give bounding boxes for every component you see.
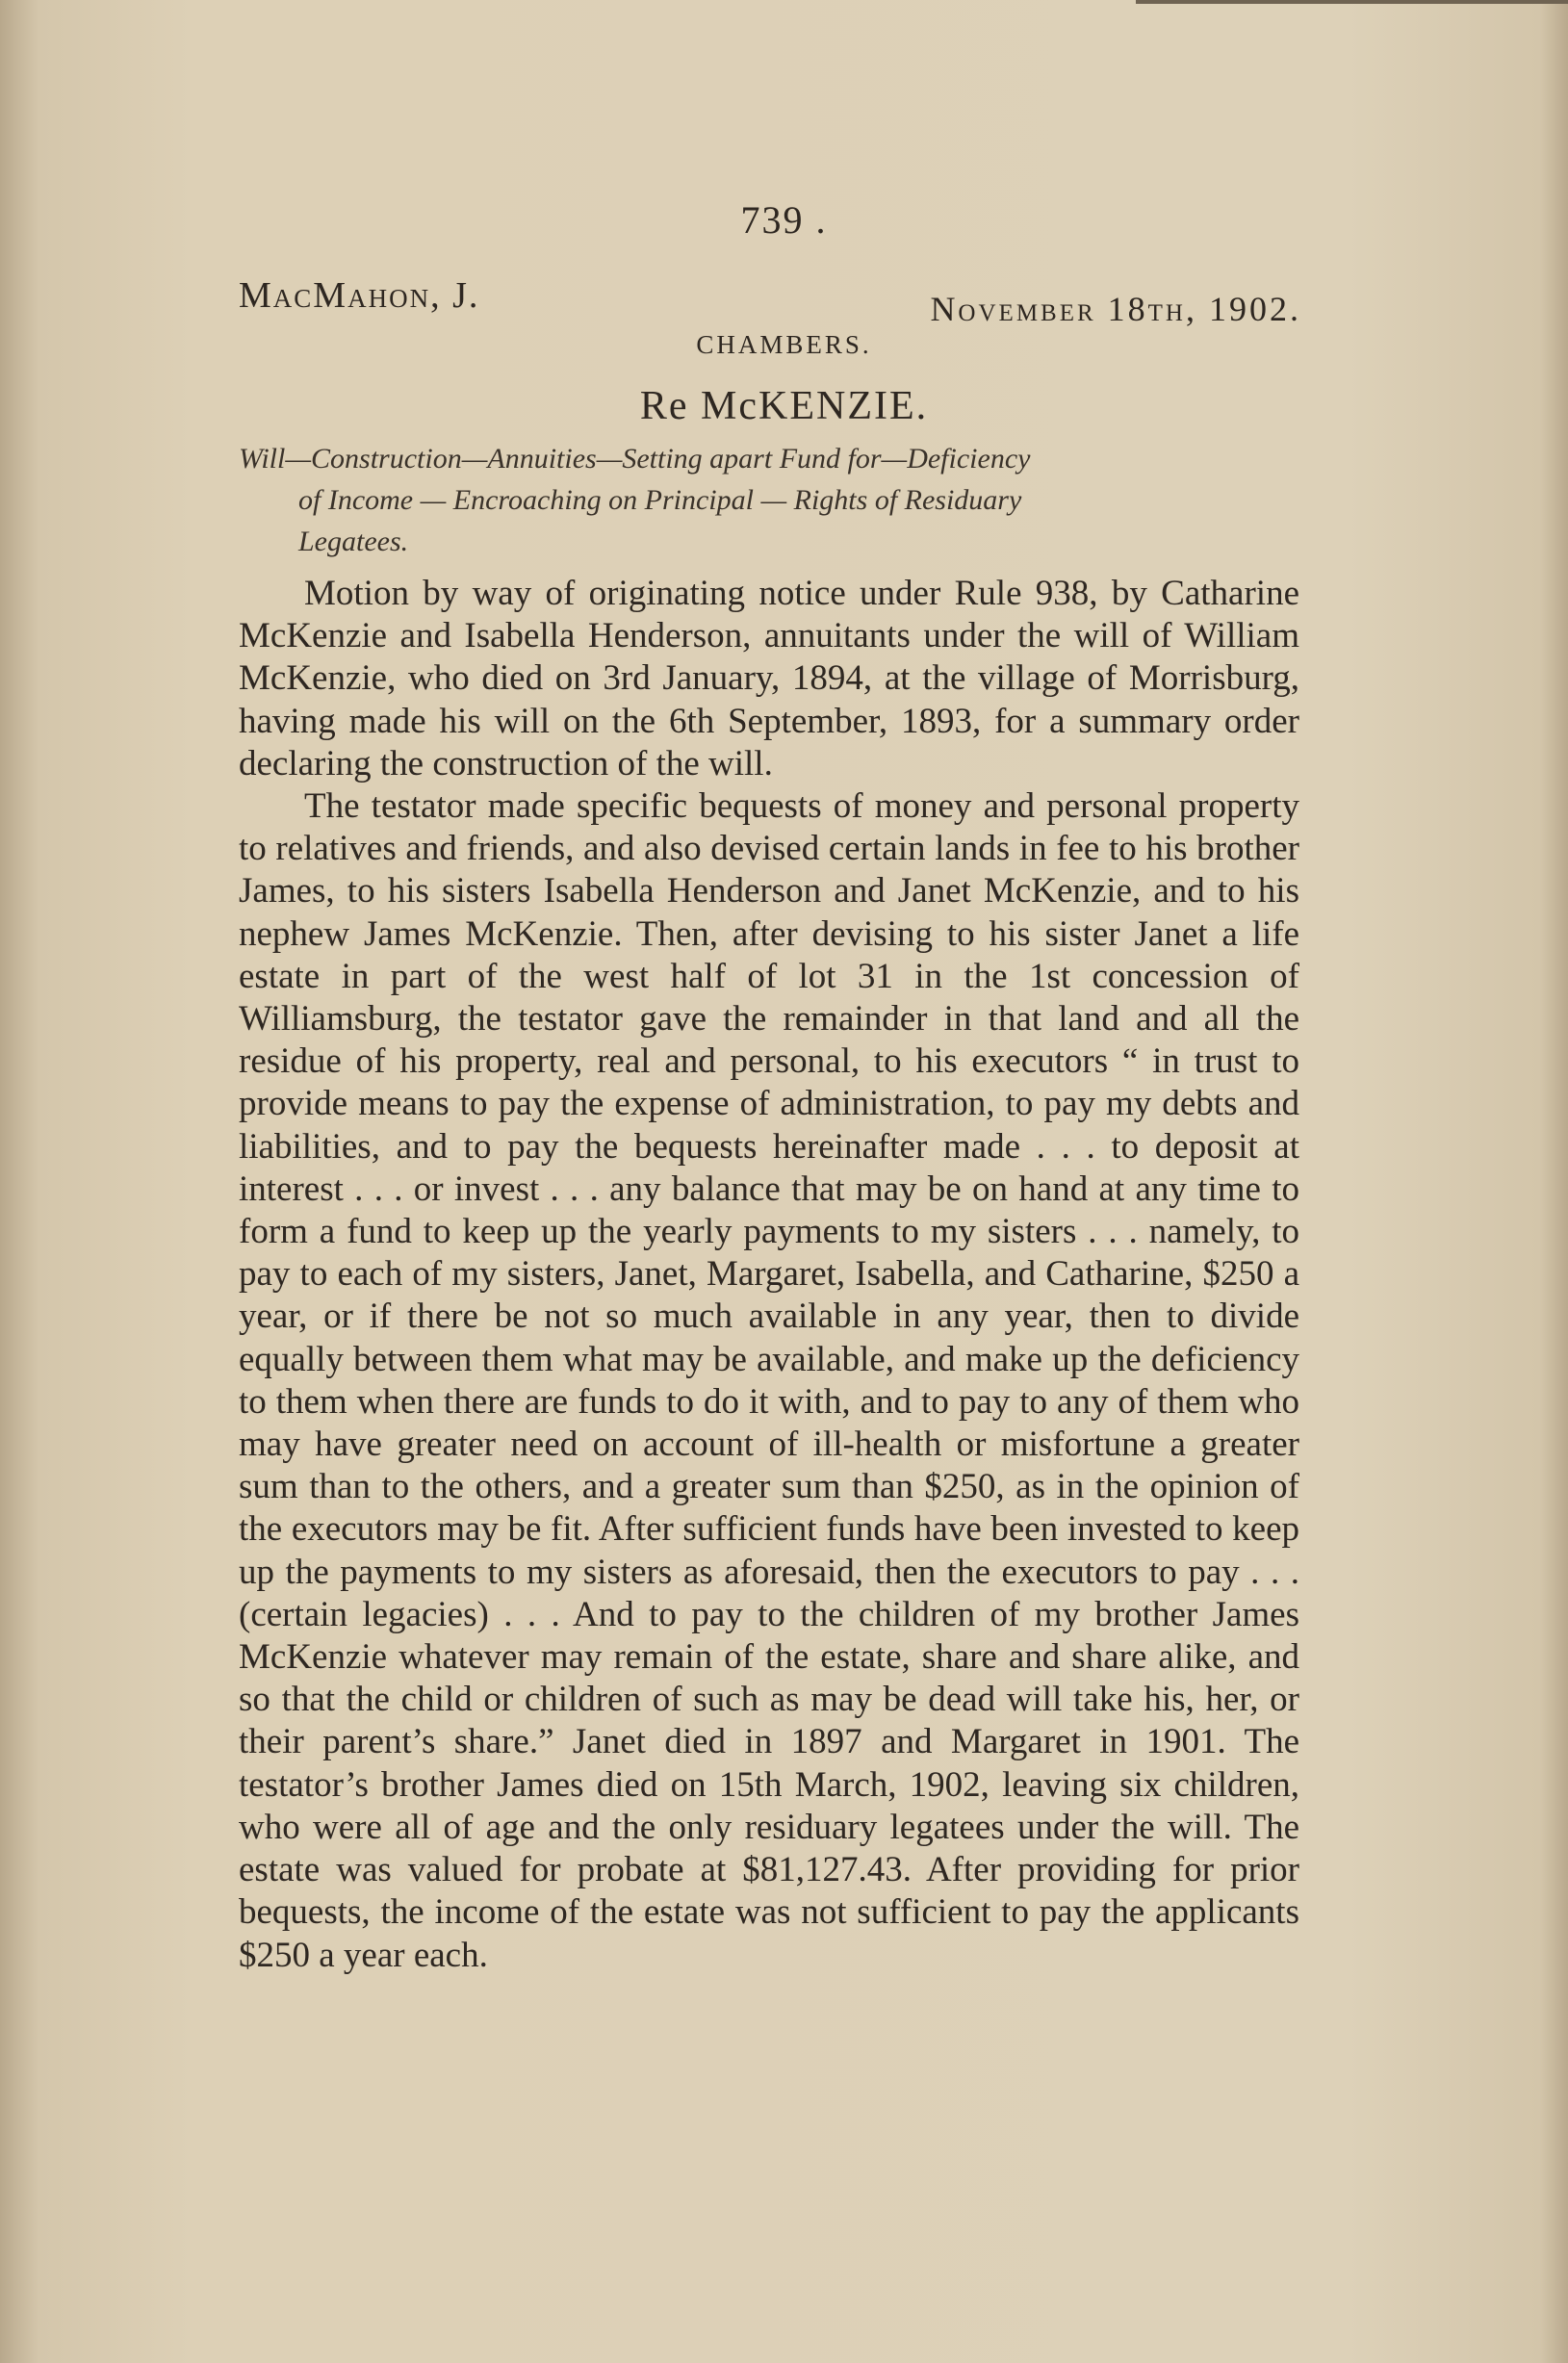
paragraph: The testator made specific bequests of money and personal property to relatives and friends, and also devised certain lands in fee to his brother James, to his sisters Isabella Henderson and Janet McKenzie, and to his nephew James McKenzie. Then, after devising to his sister Janet a life estate in part of the west half of lot 31 in the 1st concession of Williamsburg, the testator gave the remainder in that land and all the residue of his property, real and personal, to his executors “ in trust to provide means to pay the expense of administration, to pay my debts and liabilities, and to pay the bequests hereinafter made . . . to deposit at interest . . . or invest . . . any balance that may be on hand at any time to form a fund to keep up the yearly payments to my sisters . . . namely, to pay to each of my sisters, Janet, Margaret, Isabella, and Catharine, $250 a year, or if there be not so much available in any year, then to divide equally between them what may be available, and make up the deficiency to them when there are funds to do it with, and to pay to any of them who may have greater need on account of ill-health or misfortune a greater sum than to the others, and a greater sum than $250, as in the opinion of the executors may be fit. After sufficient funds have been invested to keep up the payments to my sisters as aforesaid, then the executors to pay . . . (certain legacies) . . . And to pay to the children of my brother James McKenzie whatever may remain of the estate, share and share alike, and so that the child or children of such as may be dead will take his, her, or their parent’s share.” Janet died in 1897 and Margaret in 1901. The testator’s brother James died on 15th March, 1902, leaving six children, who were all of age and the only residuary legatees under the will. The estate was valued for probate at $81,127.43. After providing for prior bequests, the income of the estate was not sufficient to pay the applicants $250 a year each.: [239, 786, 1299, 1975]
paragraph: Motion by way of originating notice under Rule 938, by Catharine McKenzie and Isabella Henderson, annuitants under the will of William McKenzie, who died on 3rd January, 1894, at the village of Morrisburg, having made his will on the 6th September, 1893, for a summary order declaring the construction of the will.: [239, 574, 1299, 783]
headnote-line: Legatees.: [298, 526, 409, 557]
body-text: [239, 573, 1299, 1977]
top-edge-rule: [1136, 0, 1568, 4]
court-label: CHAMBERS.: [696, 330, 872, 359]
judge-name: MacMahon, J.: [239, 275, 480, 316]
headnote-line: Will—Construction—Annuities—Setting apart Fund for—Deficiency: [239, 443, 1031, 475]
headnote: [239, 438, 1302, 562]
headnote-line: of Income — Encroaching on Principal — Rights of Residuary: [298, 484, 1022, 516]
decision-date: November 18th, 1902.: [930, 290, 1301, 328]
page-number: 739 .: [740, 198, 828, 242]
case-title: Re McKENZIE.: [639, 384, 929, 428]
